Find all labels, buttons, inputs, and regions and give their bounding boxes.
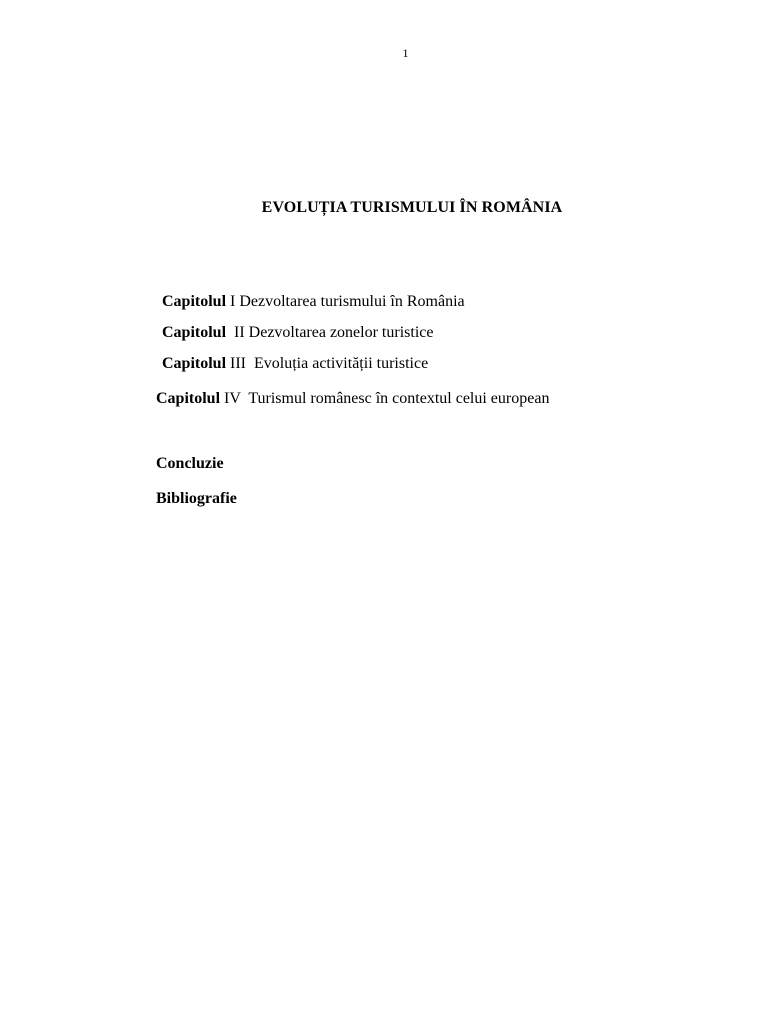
toc-chapter-2 bbox=[162, 324, 433, 342]
chapter-keyword: Capitolul bbox=[156, 390, 221, 407]
toc-chapter-3 bbox=[162, 355, 428, 373]
chapter-keyword: Capitolul bbox=[162, 293, 227, 310]
document-title: EVOLUȚIA TURISMULUI ÎN ROMÂNIA bbox=[261, 199, 563, 216]
toc-chapter-1 bbox=[162, 293, 465, 311]
chapter-title: Dezvoltarea zonelor turistice bbox=[244, 324, 434, 341]
page-number: 1 bbox=[402, 46, 409, 60]
toc-conclusion: Concluzie bbox=[156, 455, 224, 472]
chapter-number: III bbox=[226, 355, 246, 372]
toc-bibliography: Bibliografie bbox=[156, 490, 237, 507]
chapter-title: Evoluția activității turistice bbox=[246, 355, 429, 372]
chapter-number: II bbox=[226, 324, 245, 341]
chapter-number: IV bbox=[220, 390, 241, 407]
chapter-number: I bbox=[226, 293, 236, 310]
chapter-title: Dezvoltarea turismului în România bbox=[235, 293, 465, 310]
chapter-keyword: Capitolul bbox=[162, 324, 227, 341]
chapter-keyword: Capitolul bbox=[162, 355, 227, 372]
toc-chapter-4 bbox=[156, 390, 549, 408]
chapter-title: Turismul românesc în contextul celui european bbox=[240, 390, 550, 407]
